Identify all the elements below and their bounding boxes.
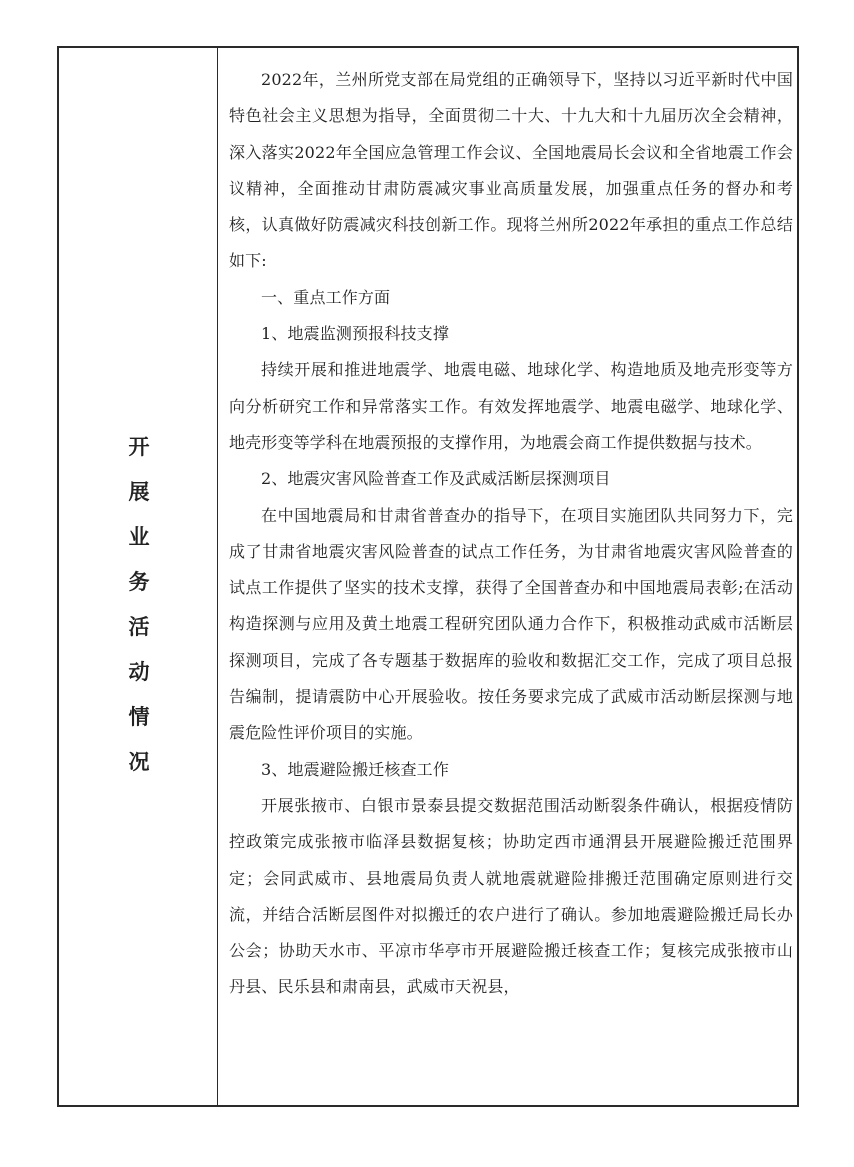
intro-paragraph: 2022年，兰州所党支部在局党组的正确领导下，坚持以习近平新时代中国特色社会主义思想为指导，全面贯彻二十大、十九大和十九届历次全会精神，深入落实2022年全国应急管理工作会议、全国地震局长会议和全省地震工作会议精神，全面推动甘肃防震减灾事业高质量发展，加强重点任务的督办和考核，认真做好防震减灾科技创新工作。现将兰州所2022年承担的重点工作总结如下: bbox=[229, 70, 793, 271]
report-content bbox=[229, 62, 793, 1006]
label-char: 务 bbox=[128, 569, 150, 594]
label-char: 展 bbox=[128, 479, 150, 504]
row-label-business-activities bbox=[119, 436, 159, 796]
column-divider bbox=[217, 48, 218, 1105]
label-char: 况 bbox=[128, 749, 150, 774]
label-char: 开 bbox=[128, 434, 150, 459]
item-paragraph: 在中国地震局和甘肃省普查办的指导下，在项目实施团队共同努力下，完成了甘肃省地震灾害风险普查的试点工作任务，为甘肃省地震灾害风险普查的试点工作提供了坚实的技术支撑，获得了全国普查办和中国地震局表彰;在活动构造探测与应用及黄土地震工程研究团队通力合作下，积极推动武威市活断层探测项目，完成了各专题基于数据库的验收和数据汇交工作，完成了项目总报告编制，提请震防中心开展验收。按任务要求完成了武威市活动断层探测与地震危险性评价项目的实施。 bbox=[229, 505, 793, 743]
item-heading: 2、地震灾害风险普查工作及武威活断层探测项目 bbox=[261, 469, 611, 489]
label-char: 活 bbox=[128, 614, 150, 639]
item-paragraph: 持续开展和推进地震学、地震电磁、地球化学、构造地质及地壳形变等方向分析研究工作和异常落实工作。有效发挥地震学、地震电磁学、地球化学、地壳形变等学科在地震预报的支撑作用，为地震会商工作提供数据与技术。 bbox=[229, 360, 793, 452]
item-heading: 1、地震监测预报科技支撑 bbox=[261, 324, 449, 344]
item-paragraph: 开展张掖市、白银市景泰县提交数据范围活动断裂条件确认，根据疫情防控政策完成张掖市临泽县数据复核；协助定西市通渭县开展避险搬迁范围界定；会同武威市、县地震局负责人就地震就避险排搬迁范围确定原则进行交流，并结合活断层图件对拟搬迁的农户进行了确认。参加地震避险搬迁局长办公会；协助天水市、平凉市华亭市开展避险搬迁核查工作；复核完成张掖市山丹县、民乐县和肃南县，武威市天祝县， bbox=[229, 795, 793, 997]
item-heading: 3、地震避险搬迁核查工作 bbox=[261, 759, 449, 779]
section-heading: 一、重点工作方面 bbox=[261, 287, 391, 307]
work-report-table bbox=[57, 46, 799, 1107]
label-char: 业 bbox=[128, 524, 150, 549]
label-char: 情 bbox=[128, 704, 150, 729]
label-char: 动 bbox=[128, 659, 150, 684]
